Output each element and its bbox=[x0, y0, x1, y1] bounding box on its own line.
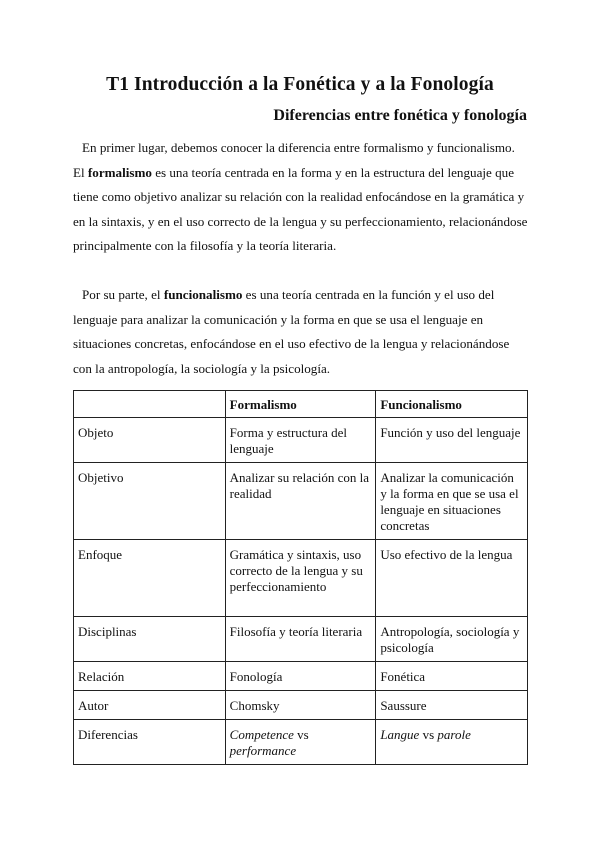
paragraph-text: es una teoría centrada en la forma y en la estructura del lenguaje que tiene como objetivo analizar su relación con la realidad enfocándose en la gramática y en la sintaxis, y en el uso correcto de la lengua y su perfeccionamiento, relacionándose principalmente con la filosofía y la teoría literaria. bbox=[73, 164, 528, 253]
term-formalismo: formalismo bbox=[87, 164, 152, 180]
cell-funcionalismo: Fonética bbox=[376, 662, 528, 691]
cell-funcionalismo: Antropología, sociología y psicología bbox=[376, 617, 528, 662]
paragraph-text: En primer lugar, debemos conocer la diferencia entre formalismo y funcionalismo. El bbox=[73, 140, 515, 180]
table-row bbox=[74, 617, 528, 662]
vs-text: vs bbox=[419, 727, 438, 742]
row-label: Objeto bbox=[74, 418, 226, 463]
cell-formalismo: Gramática y sintaxis, uso correcto de la lengua y su perfeccionamiento bbox=[225, 540, 376, 617]
cell-formalismo: Forma y estructura del lenguaje bbox=[225, 418, 376, 463]
term-competence: Competence bbox=[229, 727, 294, 742]
table-row bbox=[74, 691, 528, 720]
paragraph-formalismo bbox=[73, 136, 529, 259]
cell-formalismo bbox=[225, 720, 376, 765]
vs-text: vs bbox=[293, 727, 309, 742]
page-title: T1 Introducción a la Fonética y a la Fonología bbox=[106, 74, 494, 95]
paragraph-text: es una teoría centrada en la función y el uso del lenguaje para analizar la comunicación y la forma en que se usa el lenguaje en situaciones concretas, enfocándose en el uso efectivo de la lengua y relacionándose con la antropología, la sociología y la psicología. bbox=[73, 287, 510, 376]
paragraph-text: Por su parte, el bbox=[82, 287, 164, 302]
term-funcionalismo: funcionalismo bbox=[163, 287, 243, 302]
row-label: Autor bbox=[74, 691, 226, 720]
cell-formalismo: Analizar su relación con la realidad bbox=[225, 463, 376, 540]
section-subtitle: Diferencias entre fonética y fonología bbox=[273, 107, 527, 124]
term-langue: Langue bbox=[380, 727, 420, 742]
header-cell-formalismo: Formalismo bbox=[225, 391, 376, 418]
table-row bbox=[74, 418, 528, 463]
paragraph-funcionalismo bbox=[73, 283, 529, 381]
cell-funcionalismo bbox=[376, 720, 528, 765]
row-label: Objetivo bbox=[74, 463, 226, 540]
table-row bbox=[74, 720, 528, 765]
row-label: Relación bbox=[74, 662, 226, 691]
table-row bbox=[74, 463, 528, 540]
term-parole: parole bbox=[437, 727, 471, 742]
term-performance: performance bbox=[229, 743, 297, 758]
cell-formalismo: Chomsky bbox=[225, 691, 376, 720]
cell-funcionalismo: Función y uso del lenguaje bbox=[376, 418, 528, 463]
comparison-table bbox=[73, 390, 528, 765]
cell-formalismo: Fonología bbox=[225, 662, 376, 691]
row-label: Disciplinas bbox=[74, 617, 226, 662]
header-cell-funcionalismo: Funcionalismo bbox=[376, 391, 528, 418]
table-header-row bbox=[74, 391, 528, 418]
header-cell-empty bbox=[74, 391, 226, 418]
cell-funcionalismo: Uso efectivo de la lengua bbox=[376, 540, 528, 617]
cell-funcionalismo: Saussure bbox=[376, 691, 528, 720]
table-row bbox=[74, 662, 528, 691]
cell-formalismo: Filosofía y teoría literaria bbox=[225, 617, 376, 662]
row-label: Enfoque bbox=[74, 540, 226, 617]
table-row bbox=[74, 540, 528, 617]
cell-funcionalismo: Analizar la comunicación y la forma en que se usa el lenguaje en situaciones concretas bbox=[376, 463, 528, 540]
row-label: Diferencias bbox=[74, 720, 226, 765]
